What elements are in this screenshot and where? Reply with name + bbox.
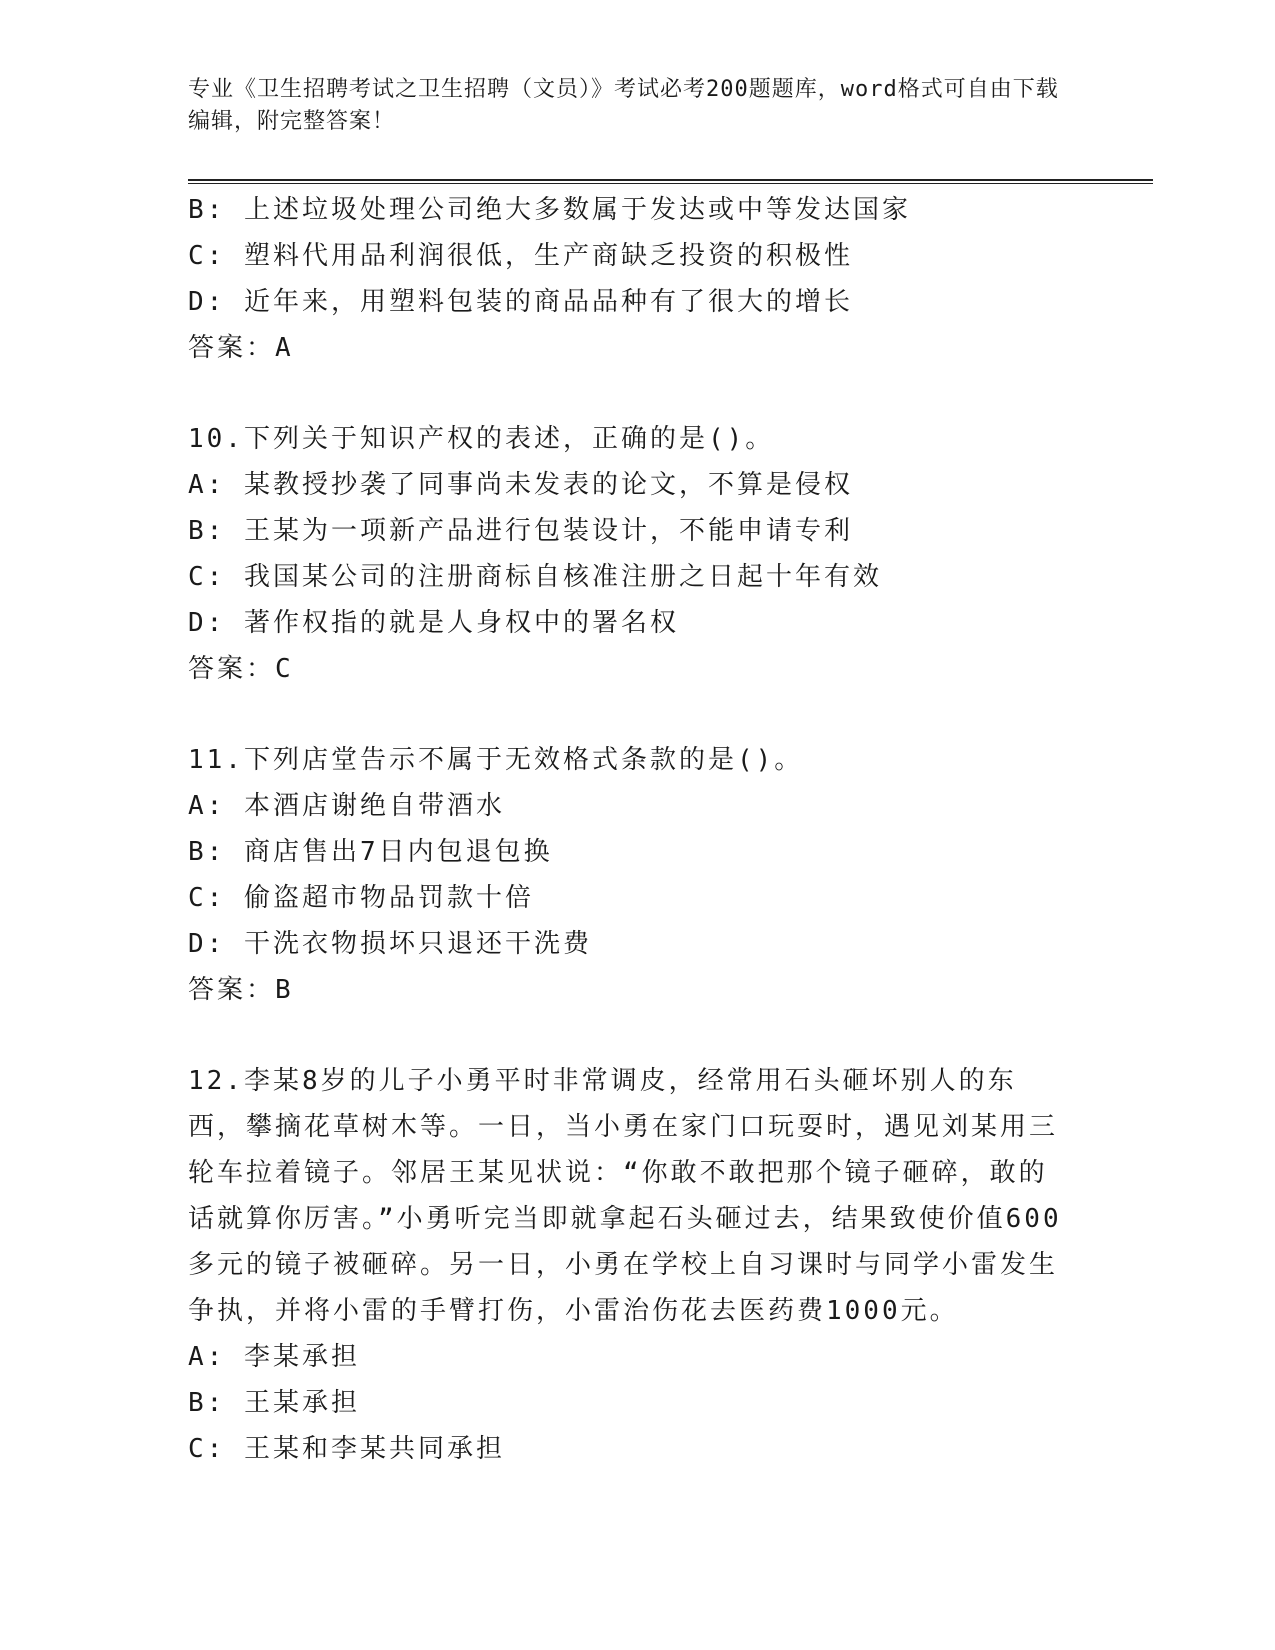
option-d: D: 近年来，用塑料包装的商品品种有了很大的增长 xyxy=(188,287,853,317)
answer-line: 答案：B xyxy=(188,975,294,1005)
option-b: B: 商店售出7日内包退包换 xyxy=(188,837,553,867)
option-c: C: 我国某公司的注册商标自核准注册之日起十年有效 xyxy=(188,562,882,592)
option-c: C: 王某和李某共同承担 xyxy=(188,1434,505,1464)
option-a: A: 某教授抄袭了同事尚未发表的论文，不算是侵权 xyxy=(188,470,853,500)
question-stem: 10.下列关于知识产权的表述，正确的是()。 xyxy=(188,424,775,454)
question-stem: 11.下列店堂告示不属于无效格式条款的是()。 xyxy=(188,745,804,775)
option-d: D: 干洗衣物损坏只退还干洗费 xyxy=(188,929,592,959)
option-c: C: 偷盗超市物品罚款十倍 xyxy=(188,883,534,913)
option-a: A: 本酒店谢绝自带酒水 xyxy=(188,791,505,821)
option-b: B: 王某为一项新产品进行包装设计，不能申请专利 xyxy=(188,516,853,546)
answer-line: 答案：C xyxy=(188,654,294,684)
question-stem: 12.李某8岁的儿子小勇平时非常调皮，经常用石头砸坏别人的东西，攀摘花草树木等。一日，当小勇在家门口玩耍时，遇见刘某用三轮车拉着镜子。邻居王某见状说：“你敢不敢把那个镜子砸碎，敢的话就算你厉害。”小勇听完当即就拿起石头砸过去，结果致使价值600多元的镜子被砸碎。另一日，小勇在学校上自习课时与同学小雷发生争执，并将小雷的手臂打伤，小雷治伤花去医药费1000元。 xyxy=(188,1066,1062,1326)
question-content xyxy=(188,187,1068,1472)
option-b: B: 上述垃圾处理公司绝大多数属于发达或中等发达国家 xyxy=(188,195,911,225)
header-divider-thin xyxy=(188,183,1153,184)
option-a: A: 李某承担 xyxy=(188,1342,360,1372)
document-header: 专业《卫生招聘考试之卫生招聘（文员）》考试必考200题题库，word格式可自由下载编辑，附完整答案！ xyxy=(188,77,1059,134)
option-b: B: 王某承担 xyxy=(188,1388,360,1418)
answer-line: 答案：A xyxy=(188,333,294,363)
header-divider xyxy=(188,179,1153,181)
option-d: D: 著作权指的就是人身权中的署名权 xyxy=(188,608,679,638)
option-c: C: 塑料代用品利润很低，生产商缺乏投资的积极性 xyxy=(188,241,853,271)
